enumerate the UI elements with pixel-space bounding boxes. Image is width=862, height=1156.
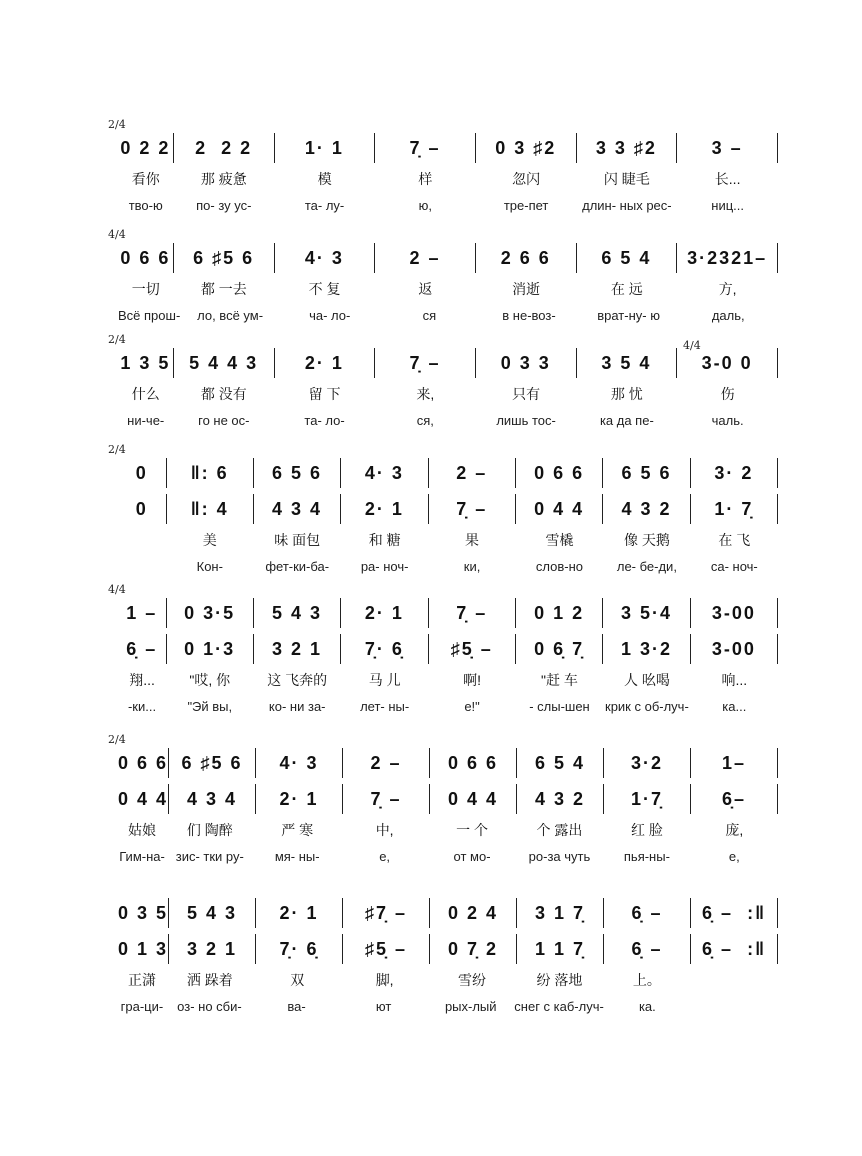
- measure: 7̣ –: [429, 494, 516, 524]
- measure: 2· 1: [341, 494, 428, 524]
- lyric-syllables: 严 寒: [281, 822, 314, 838]
- lyric-syllables: гра-ци-: [120, 998, 164, 1014]
- measure: 3· 2: [691, 458, 778, 488]
- measure: 0 4 4: [516, 494, 603, 524]
- lyrics-cn-line: [118, 166, 778, 192]
- lyric-syllables: ни-че-: [127, 412, 165, 428]
- lyric-syllables: ка.: [638, 998, 656, 1014]
- measure: 6̣–: [691, 784, 778, 814]
- lyric-syllables: 方,: [718, 281, 737, 297]
- measure: 6 5 6: [254, 458, 341, 488]
- measure: 3 –: [677, 133, 778, 163]
- lyric-syllables: 都 一去: [200, 281, 247, 297]
- measure: 7̣ –: [429, 598, 516, 628]
- lyric-syllables: 马 儿: [368, 672, 401, 688]
- time-signature: 4/4: [108, 583, 126, 596]
- music-system: [108, 118, 778, 218]
- measure: 7̣· 6̣: [341, 634, 428, 664]
- measure: 0 1 3: [118, 934, 169, 964]
- lyric-syllables: е,: [728, 848, 740, 864]
- lyric-syllables: лишь тос-: [496, 412, 556, 428]
- measure: 2· 1: [341, 598, 428, 628]
- measure: 0 1·3: [167, 634, 254, 664]
- lyric-syllables: 一切: [131, 281, 160, 297]
- measure: 1–: [691, 748, 778, 778]
- measure: 6̣ –: [604, 898, 691, 928]
- lyric-syllables: та- лу-: [304, 197, 345, 213]
- lyric-syllables: в не-воз-: [502, 307, 556, 323]
- lyric-syllables: 伤: [720, 386, 735, 402]
- lyric-syllables: 庞,: [725, 822, 744, 838]
- lyric-syllables: пья-ны-: [623, 848, 670, 864]
- measure: 2 –: [429, 458, 516, 488]
- lyric-syllables: 雪橇: [545, 532, 574, 548]
- lyric-syllables: 忽闪: [512, 171, 541, 187]
- measure: 7̣ –: [375, 348, 476, 378]
- lyrics-cn-line: [118, 967, 778, 993]
- lyric-syllables: 模: [317, 171, 332, 187]
- time-signature: 4/4: [108, 228, 126, 241]
- lyric-syllables: 中,: [375, 822, 394, 838]
- time-signature: 2/4: [108, 333, 126, 346]
- lyric-syllables: 留 下: [308, 386, 341, 402]
- lyric-syllables: 那 疲惫: [200, 171, 247, 187]
- lyric-syllables: слов-но: [535, 558, 584, 574]
- lyric-syllables: 红 脸: [630, 822, 663, 838]
- lyric-syllables: 在 飞: [718, 532, 751, 548]
- lyrics-cn-line: [118, 667, 778, 693]
- lyric-syllables: ле- бе-ди,: [616, 558, 677, 574]
- measure: 0 7̣ 2: [430, 934, 517, 964]
- lyric-syllables: от мо-: [453, 848, 491, 864]
- measure: 2· 1: [256, 898, 343, 928]
- measure: 2 2 2: [174, 133, 275, 163]
- lyrics-cn-line: [118, 381, 778, 407]
- lyric-syllables: ки,: [463, 558, 481, 574]
- measure: 4 3 4: [254, 494, 341, 524]
- measure: 2 –: [343, 748, 430, 778]
- measure: 3 1 7̣: [517, 898, 604, 928]
- measure: 6 5 4: [517, 748, 604, 778]
- lyric-syllables: 来,: [416, 386, 435, 402]
- measure: 0: [118, 494, 167, 524]
- measure: ♯7̣ –: [343, 898, 430, 928]
- lyric-syllables: оз- но сби-: [177, 998, 242, 1014]
- lyrics-ru-line: [118, 302, 778, 328]
- measure: 6 5 6: [603, 458, 690, 488]
- measure: 0 3 3: [476, 348, 577, 378]
- measure: 0 6 6: [118, 748, 169, 778]
- lyric-syllables: 都 没有: [200, 386, 247, 402]
- measure: 3-00: [691, 634, 778, 664]
- lyric-syllables: 这 飞奔的: [267, 672, 328, 688]
- measure: 3·2: [604, 748, 691, 778]
- measure: 0 3 ♯2: [476, 133, 577, 163]
- time-signature: 2/4: [108, 118, 126, 131]
- lyric-syllables: 啊!: [463, 672, 481, 688]
- lyric-syllables: врат-ну- ю: [597, 307, 660, 323]
- measure: 0 6 6: [430, 748, 517, 778]
- time-signature: 4/4: [683, 339, 701, 352]
- lyric-syllables: го не ос-: [198, 412, 250, 428]
- measure: 5 4 3: [254, 598, 341, 628]
- measure: 1 1 7̣: [517, 934, 604, 964]
- lyric-syllables: 和 糖: [368, 532, 401, 548]
- lyric-syllables: ют: [375, 998, 392, 1014]
- measure: 6 ♯5 6: [169, 748, 256, 778]
- lyric-syllables: 个 露出: [536, 822, 583, 838]
- measure: ♯5̣ –: [429, 634, 516, 664]
- measure: 4· 3: [341, 458, 428, 488]
- lyric-syllables: ра- ноч-: [360, 558, 409, 574]
- measure: 0 3·5: [167, 598, 254, 628]
- measure: 0 6 6: [516, 458, 603, 488]
- lyric-syllables: ниц...: [711, 197, 744, 213]
- measure: 0 6̣ 7̣: [516, 634, 603, 664]
- measure: 7̣ –: [375, 133, 476, 163]
- measure: 3 5 4: [577, 348, 678, 378]
- lyric-syllables: 双: [290, 972, 305, 988]
- measure: 6̣ –: [118, 634, 167, 664]
- measure: 2 –: [375, 243, 476, 273]
- lyric-syllables: ся,: [416, 412, 434, 428]
- lyric-syllables: 果: [465, 532, 480, 548]
- measure: 3 5·4: [603, 598, 690, 628]
- measure: 4· 3: [256, 748, 343, 778]
- lyric-syllables: ча- ло-: [309, 307, 351, 323]
- lyric-syllables: "赶 车: [541, 672, 578, 688]
- measure: 1· 7̣: [691, 494, 778, 524]
- measure: 0 4 4: [430, 784, 517, 814]
- lyric-syllables: 美: [202, 532, 217, 548]
- measure: 3 3 ♯2: [577, 133, 678, 163]
- measure: 0 2 4: [430, 898, 517, 928]
- lyric-syllables: ка...: [722, 698, 747, 714]
- lyric-syllables: 样: [418, 171, 433, 187]
- lyric-syllables: мя- ны-: [274, 848, 320, 864]
- lyric-syllables: ко- ни за-: [268, 698, 326, 714]
- notes-staff: [118, 240, 778, 276]
- measure: 3·2321–: [677, 243, 778, 273]
- measure: 1·7̣: [604, 784, 691, 814]
- lyric-syllables: по- зу ус-: [196, 197, 252, 213]
- lyric-syllables: 闪 睫毛: [603, 171, 650, 187]
- lyric-syllables: 返: [418, 281, 433, 297]
- measure: 3 2 1: [254, 634, 341, 664]
- lyric-syllables: 像 天鹅: [623, 532, 670, 548]
- lyric-syllables: Гим-на-: [119, 848, 165, 864]
- measure: 3 2 1: [169, 934, 256, 964]
- lyric-syllables: ло, всё ум-: [197, 307, 264, 323]
- lyric-syllables: снег с каб-луч-: [514, 998, 604, 1014]
- lyric-syllables: тво-ю: [128, 197, 163, 213]
- measure: 1 3 5: [118, 348, 174, 378]
- lyric-syllables: 一 个: [456, 822, 488, 838]
- lyrics-ru-line: [118, 553, 778, 579]
- lyric-syllables: 什么: [131, 386, 160, 402]
- lyric-syllables: ва-: [287, 998, 306, 1014]
- lyric-syllables: 脚,: [375, 972, 394, 988]
- lyric-syllables: "Эй вы,: [187, 698, 233, 714]
- lyrics-cn-line: [118, 527, 778, 553]
- music-system: [118, 895, 778, 1019]
- measure: 2· 1: [256, 784, 343, 814]
- lyric-syllables: - слы-шен: [529, 698, 590, 714]
- measure: 2 6 6: [476, 243, 577, 273]
- measure: ♯5̣ –: [343, 934, 430, 964]
- lyric-syllables: тре-пет: [503, 197, 549, 213]
- lyric-syllables: Всё прош-: [118, 307, 181, 323]
- lyrics-cn-line: [118, 817, 778, 843]
- lyric-syllables: -ки...: [127, 698, 157, 714]
- lyric-syllables: 正潇: [128, 972, 157, 988]
- measure: 4· 3: [275, 243, 376, 273]
- notes-staff: [118, 931, 778, 967]
- notes-staff: [118, 895, 778, 931]
- lyric-syllables: зис- тки ру-: [175, 848, 244, 864]
- music-system: [108, 443, 778, 579]
- measure: 6̣ –: [604, 934, 691, 964]
- lyric-syllables: е,: [379, 848, 391, 864]
- measure: 4 3 2: [603, 494, 690, 524]
- measure: 0 6 6: [118, 243, 174, 273]
- measure: 6 5 4: [577, 243, 678, 273]
- lyrics-ru-line: [118, 693, 778, 719]
- lyric-syllables: 纷 落地: [536, 972, 583, 988]
- notes-staff: [118, 345, 778, 381]
- lyric-syllables: Кон-: [196, 558, 223, 574]
- lyric-syllables: 姑娘: [128, 822, 157, 838]
- lyric-syllables: са- ноч-: [710, 558, 758, 574]
- lyric-syllables: 那 忧: [610, 386, 643, 402]
- lyric-syllables: лет- ны-: [360, 698, 410, 714]
- lyrics-ru-line: [118, 407, 778, 433]
- lyric-syllables: 上。: [632, 972, 661, 988]
- lyric-syllables: фет-ки-ба-: [265, 558, 330, 574]
- lyric-syllables: 响...: [721, 672, 748, 688]
- notes-staff: [118, 455, 778, 491]
- lyric-syllables: та- ло-: [304, 412, 345, 428]
- lyric-syllables: ро-за чуть: [528, 848, 591, 864]
- lyric-syllables: 人 吆喝: [623, 672, 670, 688]
- lyric-syllables: ю,: [418, 197, 433, 213]
- time-signature: 2/4: [108, 733, 126, 746]
- measure: 0 4 4: [118, 784, 169, 814]
- measure: 5 4 3: [169, 898, 256, 928]
- lyric-syllables: 味 面包: [274, 532, 321, 548]
- lyric-syllables: 在 远: [610, 281, 643, 297]
- measure: ‖: 4: [167, 494, 254, 524]
- measure: 1 –: [118, 598, 167, 628]
- measure: 0 1 2: [516, 598, 603, 628]
- lyric-syllables: даль,: [711, 307, 745, 323]
- lyric-syllables: 看你: [131, 171, 160, 187]
- measure: 4 3 4: [169, 784, 256, 814]
- measure: 2· 1: [275, 348, 376, 378]
- measure: 0 3 5: [118, 898, 169, 928]
- lyric-syllables: длин- ных рес-: [582, 197, 672, 213]
- measure: 0 2 2: [118, 133, 174, 163]
- measure: 7̣ –: [343, 784, 430, 814]
- measure: 1· 1: [275, 133, 376, 163]
- lyric-syllables: е!": [464, 698, 480, 714]
- lyric-syllables: 翔...: [129, 672, 155, 688]
- measure: 0: [118, 458, 167, 488]
- notes-staff: [118, 781, 778, 817]
- music-system: [108, 333, 778, 433]
- lyric-syllables: ка да пе-: [599, 412, 654, 428]
- notes-staff: [118, 491, 778, 527]
- lyric-syllables: 洒 跺着: [186, 972, 233, 988]
- lyric-syllables: 不 复: [308, 281, 341, 297]
- lyric-syllables: 雪纷: [458, 972, 487, 988]
- measure: 4 3 2: [517, 784, 604, 814]
- lyrics-ru-line: [118, 192, 778, 218]
- measure: 7̣· 6̣: [256, 934, 343, 964]
- notes-staff: [118, 745, 778, 781]
- music-system: [108, 228, 778, 328]
- lyric-syllables: ся: [422, 307, 437, 323]
- time-signature: 2/4: [108, 443, 126, 456]
- measure: ‖: 6: [167, 458, 254, 488]
- measure: 1 3·2: [603, 634, 690, 664]
- measure: 6̣ – :‖: [691, 934, 778, 964]
- lyric-syllables: 只有: [512, 386, 541, 402]
- lyric-syllables: 们 陶醉: [186, 822, 233, 838]
- lyric-syllables: 长...: [714, 171, 741, 187]
- music-system: [108, 583, 778, 719]
- notes-staff: [118, 631, 778, 667]
- measure: 3-00: [691, 598, 778, 628]
- measure: 6̣ – :‖: [691, 898, 778, 928]
- lyrics-cn-line: [118, 276, 778, 302]
- lyrics-ru-line: [118, 843, 778, 869]
- lyric-syllables: рых-лый: [444, 998, 497, 1014]
- notes-staff: [118, 595, 778, 631]
- measure: 6 ♯5 6: [174, 243, 275, 273]
- measure: 5 4 4 3: [174, 348, 275, 378]
- measure: 3-0 0: [677, 348, 778, 378]
- music-system: [108, 733, 778, 869]
- lyric-syllables: 消逝: [512, 281, 541, 297]
- lyric-syllables: "哎, 你: [189, 672, 231, 688]
- lyrics-ru-line: [118, 993, 778, 1019]
- lyric-syllables: чаль.: [711, 412, 744, 428]
- lyric-syllables: крик с об-луч-: [605, 698, 689, 714]
- notes-staff: [118, 130, 778, 166]
